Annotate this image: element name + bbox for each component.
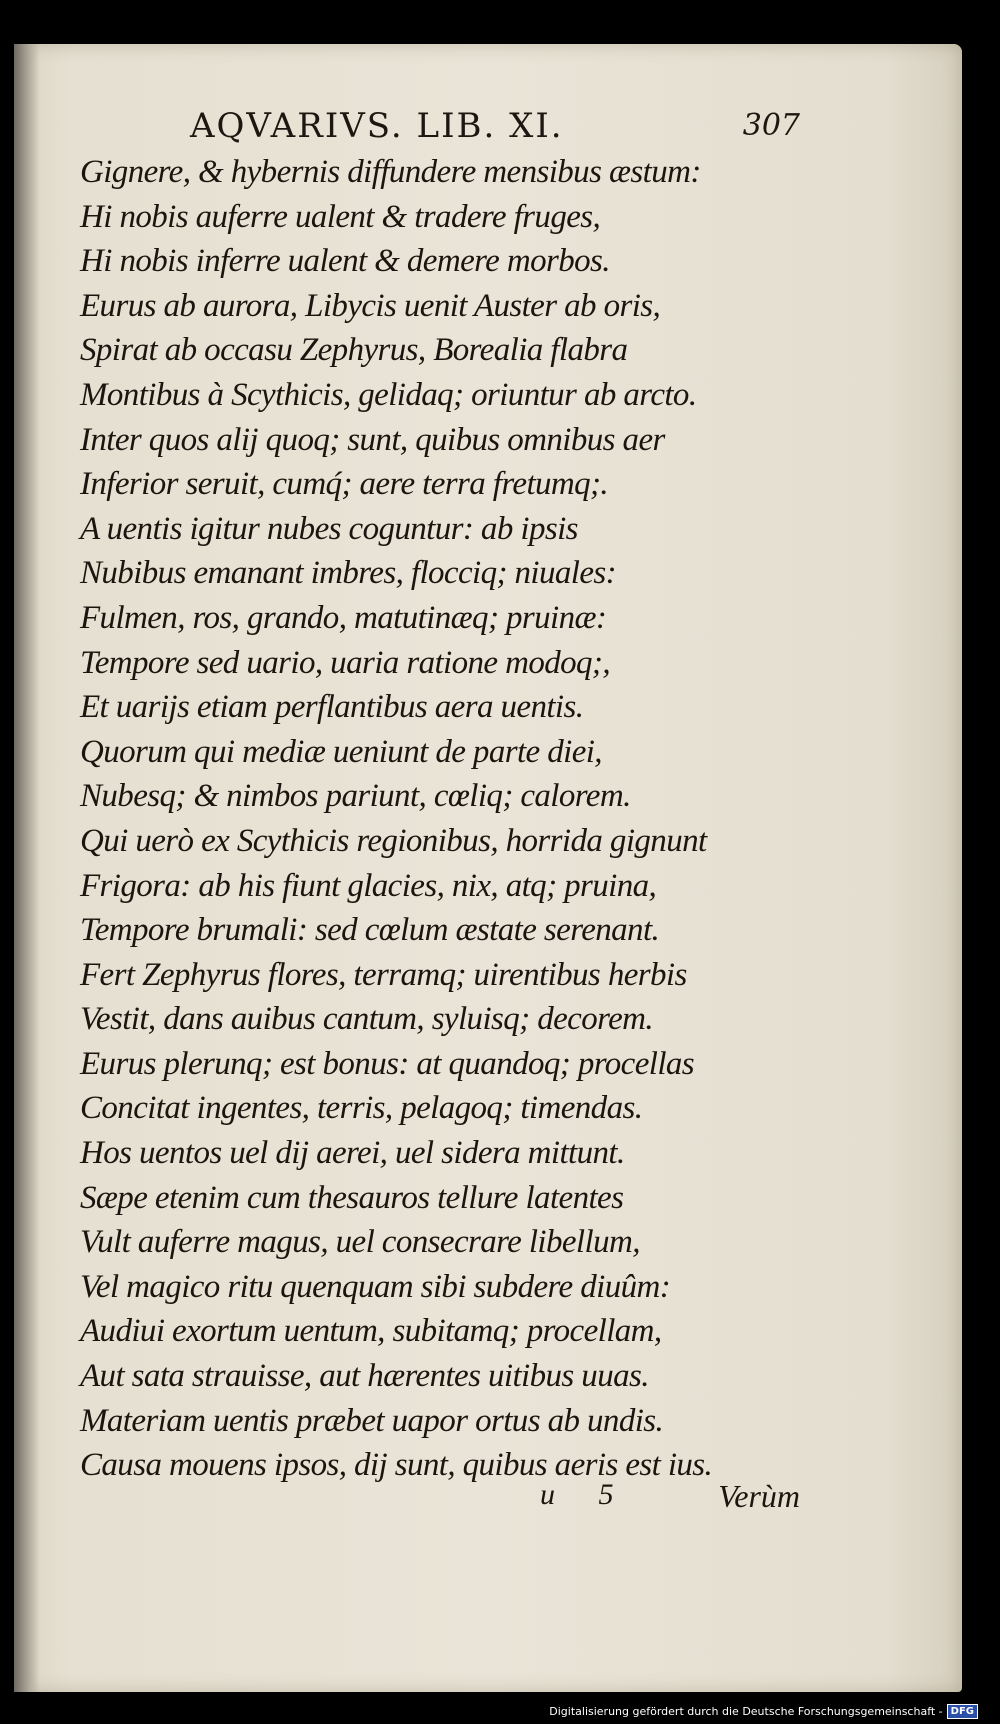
verse-line: Nubesq; & nimbos pariunt, cœliq; calorem.: [80, 778, 631, 815]
verse-line: Tempore brumali: sed cœlum æstate serenant.: [80, 912, 660, 949]
verse-line: Fulmen, ros, grando, matutinæq; pruinæ:: [80, 599, 607, 636]
verse-line: Vult auferre magus, uel consecrare libellum,: [80, 1224, 640, 1261]
verse-line: Frigora: ab his fiunt glacies, nix, atq; pruina,: [80, 867, 657, 904]
running-title: AQVARIVS. LIB. XI.: [190, 106, 564, 146]
verse-line: Inter quos alij quoq; sunt, quibus omnibus aer: [80, 421, 665, 458]
verse-line: Qui uerò ex Scythicis regionibus, horrida gignunt: [80, 822, 707, 859]
dfg-logo-icon: DFG: [947, 1704, 978, 1719]
digitization-credit: [549, 1702, 978, 1720]
page-footer: [540, 1478, 820, 1522]
verse-line: Materiam uentis præbet uapor ortus ab undis.: [80, 1402, 664, 1439]
verse-line: Inferior seruit, cumq́; aere terra fretumq;.: [80, 466, 609, 503]
verse-line: Concitat ingentes, terris, pelagoq; timendas.: [80, 1090, 643, 1127]
verse-line: Spirat ab occasu Zephyrus, Borealia flabra: [80, 332, 628, 369]
verse-line: Vestit, dans auibus cantum, syluisq; decorem.: [80, 1001, 654, 1038]
verse-line: Et uarijs etiam perflantibus aera uentis.: [80, 689, 584, 726]
verse-line: Tempore sed uario, uaria ratione modoq;,: [80, 644, 610, 681]
verse-line: Hi nobis auferre ualent & tradere fruges,: [80, 198, 601, 235]
verse-line: Eurus ab aurora, Libycis uenit Auster ab oris,: [80, 287, 661, 324]
credit-text: Digitalisierung gefördert durch die Deutsche Forschungsgemeinschaft -: [549, 1704, 943, 1718]
verse-line: Causa mouens ipsos, dij sunt, quibus aeris est ius.: [80, 1447, 713, 1484]
verse-line: Hi nobis inferre ualent & demere morbos.: [80, 243, 610, 280]
verse-line: Aut sata strauisse, aut hærentes uitibus uuas.: [80, 1358, 649, 1395]
verse-line: Sæpe etenim cum thesauros tellure latentes: [80, 1179, 624, 1216]
verse-line: Nubibus emanant imbres, flocciq; niuales:: [80, 555, 617, 592]
signature-mark: u 5: [540, 1478, 632, 1511]
verse-line: Quorum qui mediæ ueniunt de parte diei,: [80, 733, 602, 770]
page-header: [190, 100, 810, 156]
verse-line: Vel magico ritu quenquam sibi subdere diuûm:: [80, 1268, 671, 1305]
page-gutter-shadow: [14, 44, 40, 1692]
verse-line: Hos uentos uel dij aerei, uel sidera mittunt.: [80, 1135, 625, 1172]
verse-line: A uentis igitur nubes coguntur: ab ipsis: [80, 510, 578, 547]
verse-line: Montibus à Scythicis, gelidaq; oriuntur ab arcto.: [80, 376, 697, 413]
verse-line: Gignere, & hybernis diffundere mensibus æstum:: [80, 154, 701, 190]
catchword: Verùm: [718, 1478, 800, 1514]
verse-line: Audiui exortum uentum, subitamq; procellam,: [80, 1313, 662, 1350]
verse-line: Fert Zephyrus flores, terramq; uirentibus herbis: [80, 956, 687, 993]
verse-line: Eurus plerunq; est bonus: at quandoq; procellas: [80, 1045, 695, 1082]
verse-text-block: [80, 150, 800, 1488]
page-number: 307: [742, 108, 800, 143]
